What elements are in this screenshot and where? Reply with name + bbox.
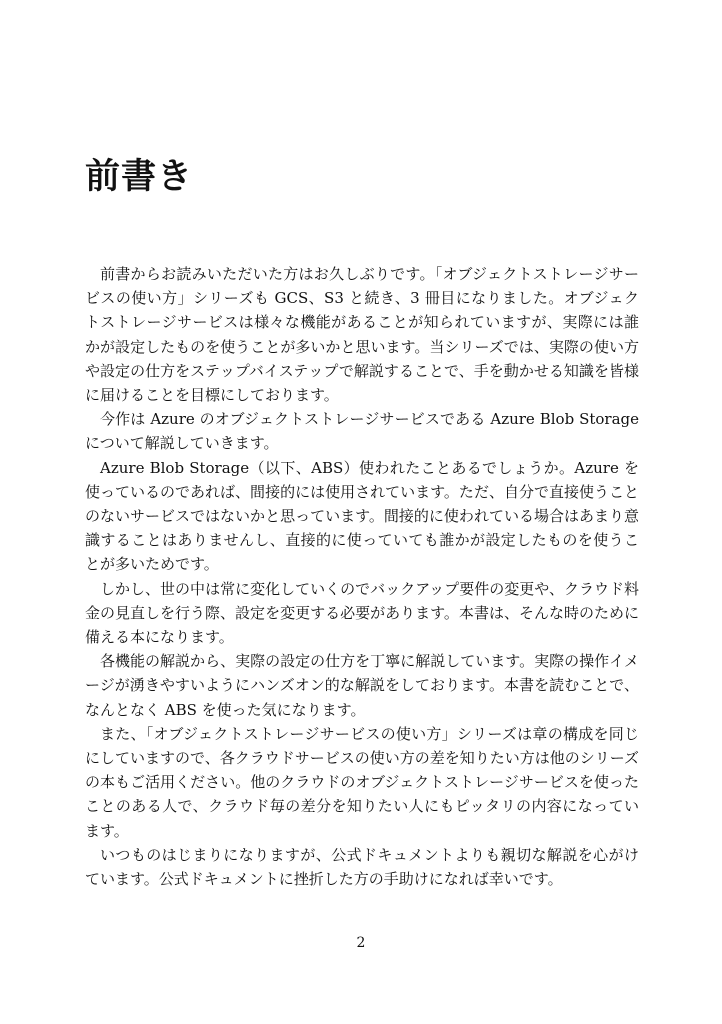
page-number: 2 [356,935,366,951]
paragraph: いつものはじまりになりますが、公式ドキュメントよりも親切な解説を心がけています。公式ドキュメントに挫折した方の手助けになれば幸いです。 [85,845,639,889]
paragraph: 各機能の解説から、実際の設定の仕方を丁寧に解説しています。実際の操作イメージが湧きやすいようにハンズオン的な解説をしております。本書を読むことで、なんとなく ABS を使った気になります。 [85,652,639,719]
chapter-heading: 前書き [85,157,194,197]
paragraph: Azure Blob Storage（以下、ABS）使われたことあるでしょうか。Azure を使っているのであれば、間接的には使用されています。ただ、自分で直接使うことのないサービスではないかと思っています。間接的に使われている場合はあまり意識することはありませんし、直接的に使っていても誰かが設定したものを使うことが多いためです。 [85,458,639,574]
paragraph: 前書からお読みいただいた方はお久しぶりです。「オブジェクトストレージサービスの使い方」シリーズも GCS、S3 と続き、3 冊目になりました。オブジェクトストレージサービスは様々な機能があることが知られていますが、実際には誰かが設定したものを使うことが多いかと思います。当シリーズでは、実際の使い方や設定の仕方をステップバイステップで解説することで、手を動かせる知識を皆様に届けることを目標にしております。 [85,265,639,405]
paragraph: しかし、世の中は常に変化していくのでバックアップ要件の変更や、クラウド料金の見直しを行う際、設定を変更する必要があります。本書は、そんな時のために備える本になります。 [85,579,639,647]
preface-body [85,262,639,891]
paragraph: また、「オブジェクトストレージサービスの使い方」シリーズは章の構成を同じにしていますので、各クラウドサービスの使い方の差を知りたい方は他のシリーズの本もご活用ください。他のクラウドのオブジェクトストレージサービスを使ったことのある人で、クラウド毎の差分を知りたい人にもピッタリの内容になっています。 [85,724,639,840]
paragraph: 今作は Azure のオブジェクトストレージサービスである Azure Blob Storage について解説していきます。 [85,410,639,453]
